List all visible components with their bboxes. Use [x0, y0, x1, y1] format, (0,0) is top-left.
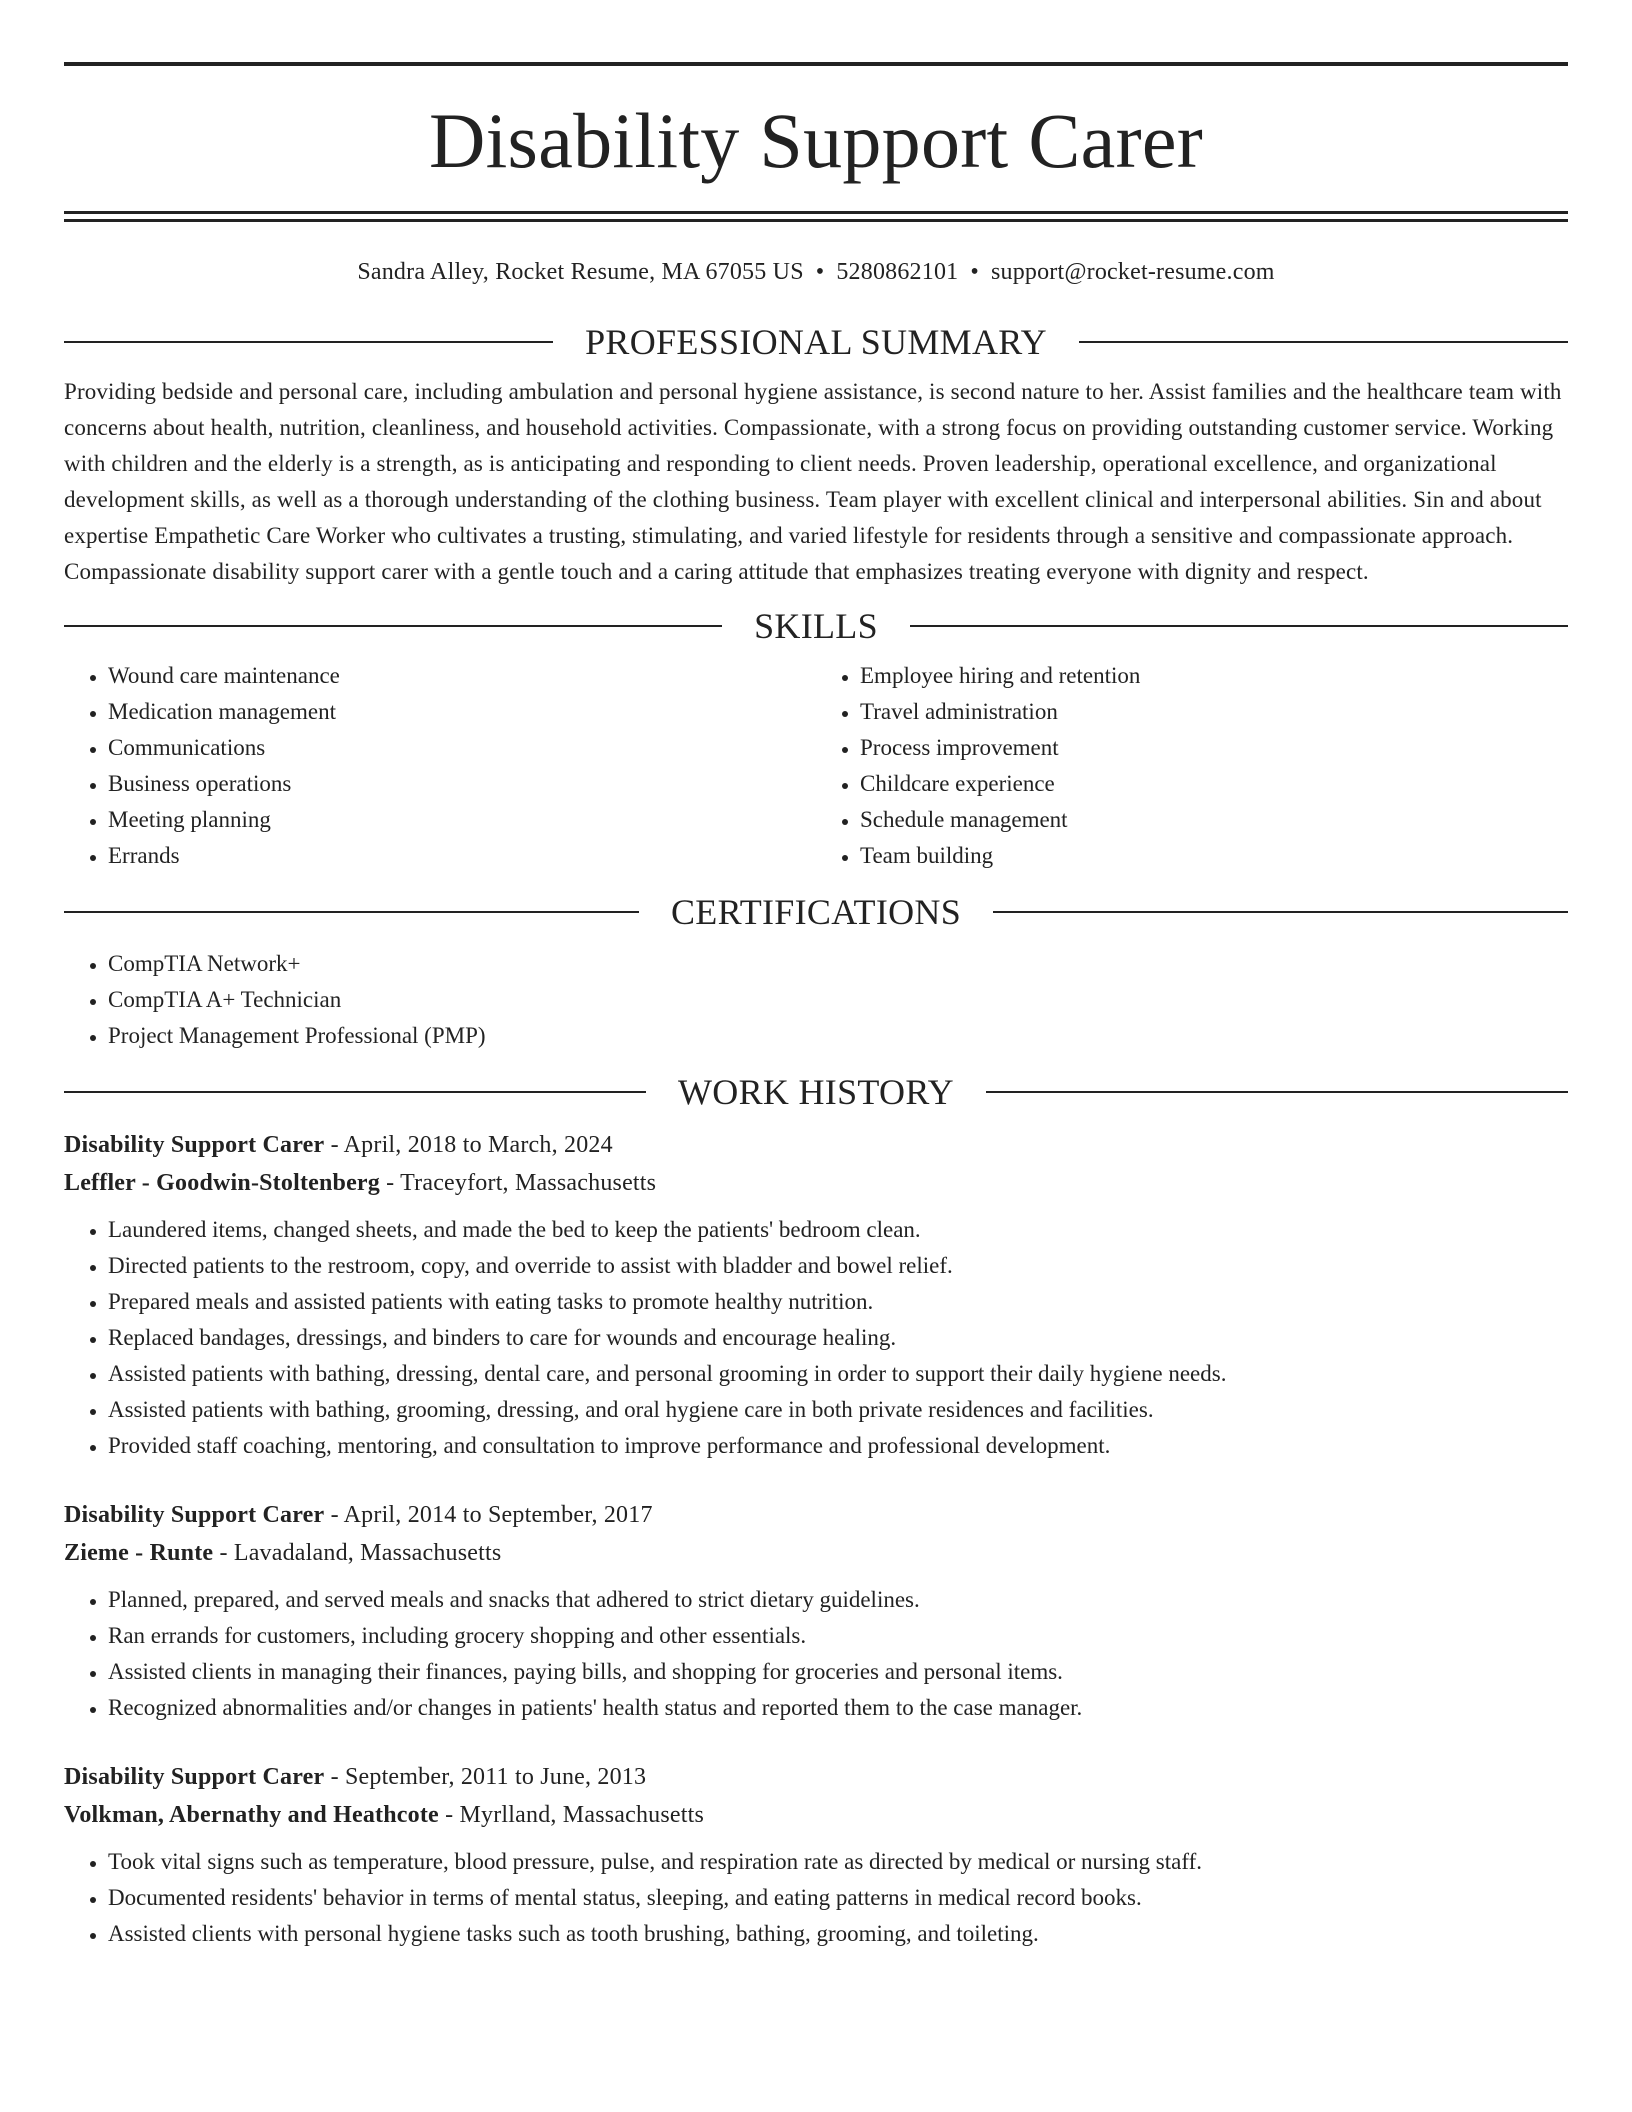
heading-rule — [64, 911, 639, 913]
job-bullet: • Prepared meals and assisted patients with eating tasks to promote healthy nutrition. — [108, 1284, 1568, 1320]
summary-text: Providing bedside and personal care, including ambulation and personal hygiene assistance, is second nature to her. Assist families and the healthcare team with concerns about health, nutrition, cleanliness, and household activities. Compassionate, with a strong focus on providing outstanding customer service. Working with children and the elderly is a strength, as is anticipating and responding to client needs. Proven leadership, operational excellence, and organizational development skills, as well as a thorough understanding of the clothing business. Team player with excellent clinical and interpersonal abilities. Sin and about expertise Empathetic Care Worker who cultivates a trusting, stimulating, and varied lifestyle for residents through a sensitive and compassionate approach. Compassionate disability support carer with a gentle touch and a caring attitude that emphasizes treating everyone with dignity and respect. — [64, 379, 1562, 584]
skill-item: • Team building — [860, 838, 1568, 874]
contact-address: Sandra Alley, Rocket Resume, MA 67055 US — [357, 259, 804, 285]
heading-rule — [1079, 341, 1568, 343]
contact-email: support@rocket-resume.com — [990, 259, 1275, 285]
section-title: WORK HISTORY — [678, 1072, 954, 1112]
heading-rule — [910, 625, 1568, 627]
job-location: - Traceyfort, Massachusetts — [379, 1170, 657, 1196]
section-heading-summary — [64, 320, 1568, 364]
job-bullets — [64, 1212, 1568, 1464]
job-bullet: • Directed patients to the restroom, copy, and override to assist with bladder and bowel relief. — [108, 1248, 1568, 1284]
skill-item: • Errands — [108, 838, 816, 874]
job-company: Zieme - Runte — [64, 1540, 214, 1566]
job-bullet: • Assisted patients with bathing, grooming, dressing, and oral hygiene care in both private residences and facilities. — [108, 1392, 1568, 1428]
job-title-line — [64, 1126, 1568, 1164]
job-bullet: • Planned, prepared, and served meals and snacks that adhered to strict dietary guidelines. — [108, 1582, 1568, 1618]
certification-item: • CompTIA Network+ — [108, 946, 1568, 982]
heading-rule — [64, 625, 722, 627]
job-title: Disability Support Carer — [64, 1132, 325, 1158]
contact-phone: 5280862101 — [836, 259, 959, 285]
job-bullet: • Assisted patients with bathing, dressing, dental care, and personal grooming in order to support their daily hygiene needs. — [108, 1356, 1568, 1392]
job-bullet: • Recognized abnormalities and/or changes in patients' health status and reported them to the case manager. — [108, 1690, 1568, 1726]
certification-item: • CompTIA A+ Technician — [108, 982, 1568, 1018]
skill-item: • Meeting planning — [108, 802, 816, 838]
skill-item: • Medication management — [108, 694, 816, 730]
job-company-line — [64, 1534, 1568, 1572]
contact-separator: • — [815, 259, 825, 285]
job-bullet: • Provided staff coaching, mentoring, and consultation to improve performance and professional development. — [108, 1428, 1568, 1464]
job-company-line — [64, 1796, 1568, 1834]
section-heading-work-history — [64, 1070, 1568, 1114]
job-title: Disability Support Carer — [64, 1502, 325, 1528]
job-bullets — [64, 1582, 1568, 1726]
job-company: Volkman, Abernathy and Heathcote — [64, 1802, 439, 1828]
contact-separator: • — [970, 259, 979, 285]
skill-item: • Process improvement — [860, 730, 1568, 766]
job-bullet: • Assisted clients in managing their finances, paying bills, and shopping for groceries and personal items. — [108, 1654, 1568, 1690]
heading-rule — [64, 341, 553, 343]
job-dates: - April, 2014 to September, 2017 — [324, 1502, 653, 1528]
skills-columns — [64, 658, 1568, 874]
job-bullet: • Documented residents' behavior in terms of mental status, sleeping, and eating patterns in medical record books. — [108, 1880, 1568, 1916]
skill-item: • Employee hiring and retention — [860, 658, 1568, 694]
skill-item: • Communications — [108, 730, 816, 766]
skill-item: • Wound care maintenance — [108, 658, 816, 694]
job-dates: - April, 2018 to March, 2024 — [324, 1132, 613, 1158]
job-entry — [64, 1496, 1568, 1726]
job-bullet: • Ran errands for customers, including grocery shopping and other essentials. — [108, 1618, 1568, 1654]
job-dates: - September, 2011 to June, 2013 — [324, 1764, 647, 1790]
job-title: Disability Support Carer — [64, 1764, 325, 1790]
job-bullets — [64, 1844, 1568, 1952]
section-heading-certifications — [64, 890, 1568, 934]
job-bullet: • Replaced bandages, dressings, and binders to care for wounds and encourage healing. — [108, 1320, 1568, 1356]
heading-rule — [64, 1091, 646, 1093]
job-bullet: • Assisted clients with personal hygiene tasks such as tooth brushing, bathing, grooming, and toileting. — [108, 1916, 1568, 1952]
section-title: CERTIFICATIONS — [670, 892, 962, 932]
job-location: - Myrlland, Massachusetts — [438, 1802, 705, 1828]
skill-item: • Business operations — [108, 766, 816, 802]
job-bullet: • Laundered items, changed sheets, and made the bed to keep the patients' bedroom clean. — [108, 1212, 1568, 1248]
section-title: PROFESSIONAL SUMMARY — [585, 322, 1047, 362]
heading-rule — [986, 1091, 1568, 1093]
certifications-list — [64, 946, 1568, 1054]
contact-line — [64, 256, 1568, 288]
job-entry — [64, 1126, 1568, 1464]
section-title: SKILLS — [754, 606, 878, 646]
skill-item: • Schedule management — [860, 802, 1568, 838]
job-company-line — [64, 1164, 1568, 1202]
job-company: Leffler - Goodwin-Stoltenberg — [64, 1170, 380, 1196]
section-heading-skills — [64, 604, 1568, 648]
skills-list-left — [64, 658, 816, 874]
skill-item: • Childcare experience — [860, 766, 1568, 802]
heading-rule — [993, 911, 1568, 913]
resume-page — [64, 0, 1568, 1952]
job-location: - Lavadaland, Massachusetts — [213, 1540, 502, 1566]
resume-title: Disability Support Carer — [428, 97, 1204, 184]
skill-item: • Travel administration — [860, 694, 1568, 730]
job-entry — [64, 1758, 1568, 1952]
top-rule — [64, 62, 1568, 66]
job-title-line — [64, 1496, 1568, 1534]
job-bullet: • Took vital signs such as temperature, blood pressure, pulse, and respiration rate as directed by medical or nursing staff. — [108, 1844, 1568, 1880]
certification-item: • Project Management Professional (PMP) — [108, 1018, 1568, 1054]
job-title-line — [64, 1758, 1568, 1796]
title-double-rule — [64, 211, 1568, 222]
skills-list-right — [816, 658, 1568, 874]
